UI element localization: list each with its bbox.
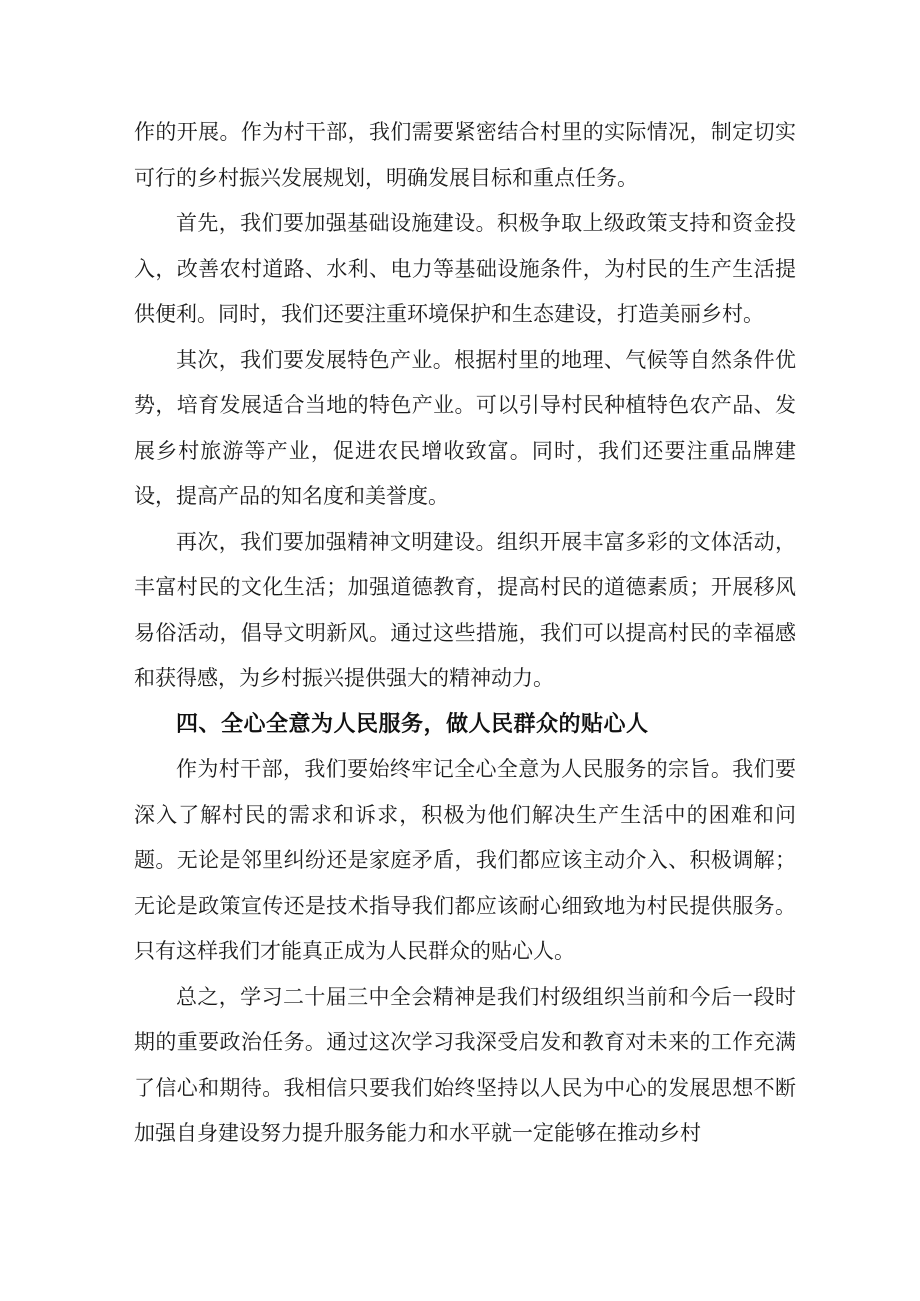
- document-body: [134, 110, 796, 1157]
- paragraph-civilization: 再次，我们要加强精神文明建设。组织开展丰富多彩的文体活动，丰富村民的文化生活；加强道德教育，提高村民的道德素质；开展移风易俗活动，倡导文明新风。通过这些措施，我们可以提高村民的幸福感和获得感，为乡村振兴提供强大的精神动力。: [134, 529, 796, 690]
- paragraph-continuation: 作的开展。作为村干部，我们需要紧密结合村里的实际情况，制定切实可行的乡村振兴发展规划，明确发展目标和重点任务。: [134, 120, 796, 190]
- paragraph-infrastructure: 首先，我们要加强基础设施建设。积极争取上级政策支持和资金投入，改善农村道路、水利、电力等基础设施条件，为村民的生产生活提供便利。同时，我们还要注重环境保护和生态建设，打造美丽乡村。: [134, 211, 796, 326]
- paragraph-conclusion: 总之，学习二十届三中全会精神是我们村级组织当前和今后一段时期的重要政治任务。通过这次学习我深受启发和教育对未来的工作充满了信心和期待。我相信只要我们始终坚持以人民为中心的发展思想不断加强自身建设努力提升服务能力和水平就一定能够在推动乡村: [134, 984, 796, 1145]
- paragraph-serve-people: 作为村干部，我们要始终牢记全心全意为人民服务的宗旨。我们要深入了解村民的需求和诉求，积极为他们解决生产生活中的困难和问题。无论是邻里纠纷还是家庭矛盾，我们都应该主动介入、积极调解；无论是政策宣传还是技术指导我们都应该耐心细致地为村民提供服务。只有这样我们才能真正成为人民群众的贴心人。: [134, 757, 796, 963]
- paragraph-industry: 其次，我们要发展特色产业。根据村里的地理、气候等自然条件优势，培育发展适合当地的特色产业。可以引导村民种植特色农产品、发展乡村旅游等产业，促进农民增收致富。同时，我们还要注重品牌建设，提高产品的知名度和美誉度。: [134, 347, 796, 508]
- section-heading: 四、全心全意为人民服务，做人民群众的贴心人: [176, 711, 649, 737]
